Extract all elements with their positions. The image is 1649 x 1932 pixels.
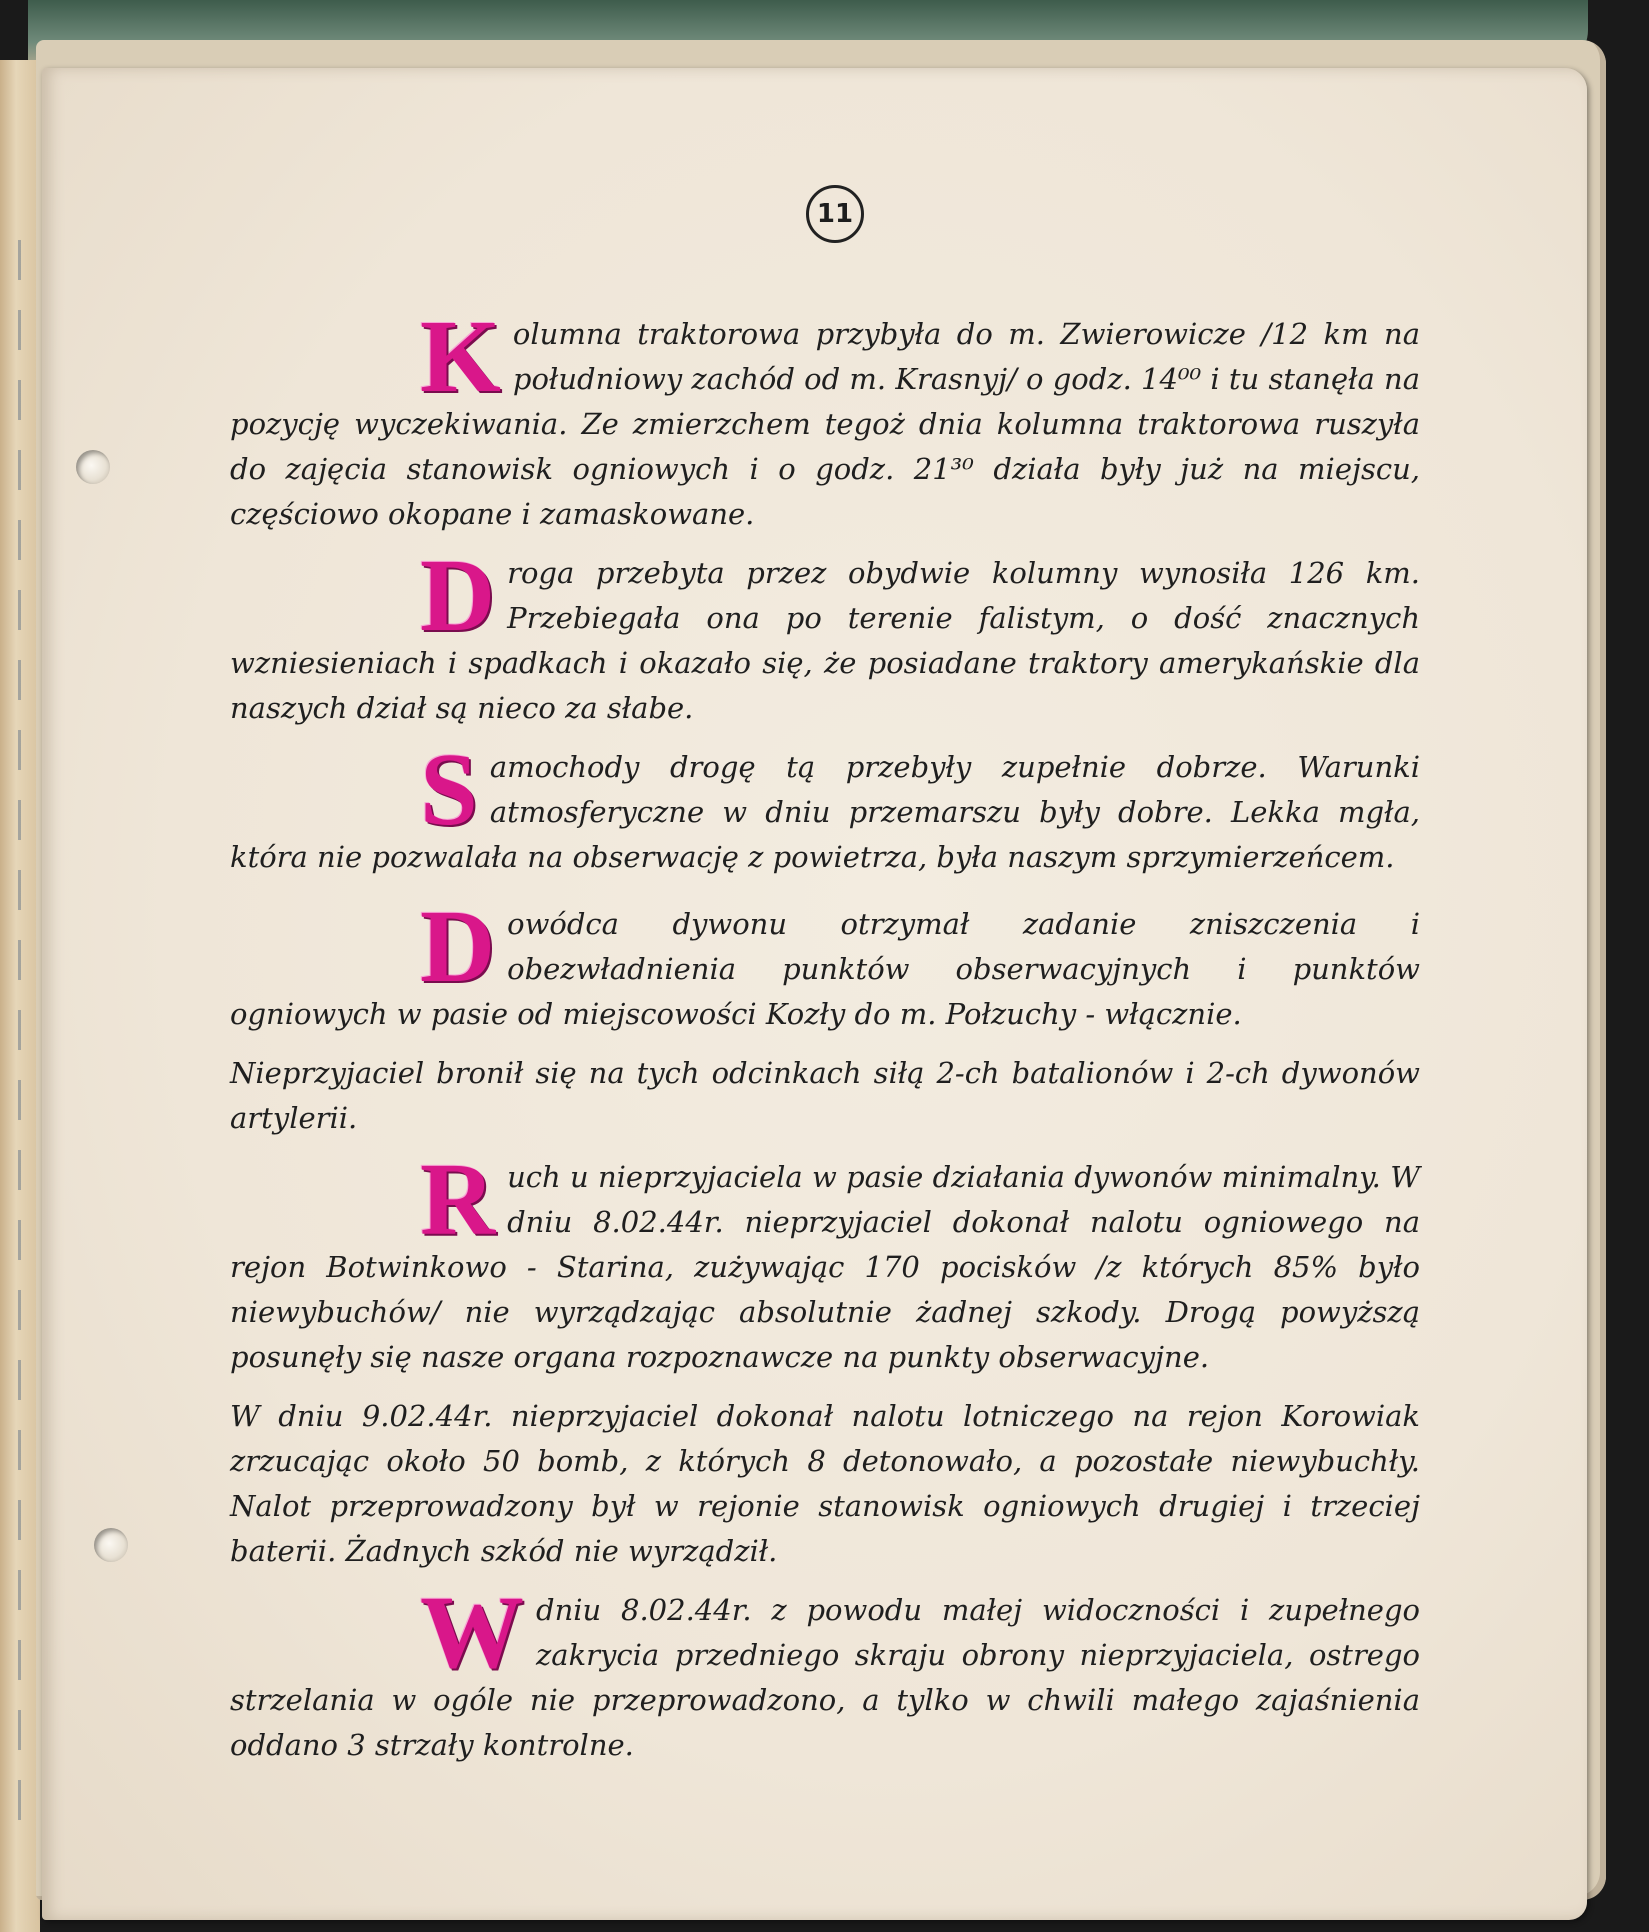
decorated-initial: W (420, 1575, 524, 1690)
paragraph (230, 732, 1420, 880)
decorated-initial: K (420, 299, 501, 414)
paragraph (230, 538, 1420, 731)
decorated-initial: D (420, 889, 496, 1004)
paragraph-text: uch u nieprzyjaciela w pasie działania dywonów minimalny. W dniu 8.02.44r. nieprzyjaciel dokonał nalotu ogniowego na rejon Botwinkowo - Starina, zużywając 170 pocisków /z których 85% było niewybuchów/ nie wyrządzając absolutnie żadnej szkody. Drogą powyższą posunęły się nasze organa rozpoznawcze na punkty obserwacyjne. (230, 1160, 1420, 1374)
binding-thread (18, 240, 21, 1840)
paragraph-text: owódca dywonu otrzymał zadanie zniszczenia i obezwładnienia punktów obserwacyjnych i punktów ogniowych w pasie od miejscowości Kozły do m. Połzuchy - włącznie. (230, 907, 1420, 1031)
decorated-initial: D (420, 538, 496, 653)
left-page-edge (0, 60, 40, 1932)
paragraph (230, 299, 1420, 537)
punch-hole-top (76, 450, 110, 484)
paragraph-text: dniu 8.02.44r. z powodu małej widoczności i zupełnego zakrycia przedniego skraju obrony nieprzyjaciela, ostrego strzelania w ogóle nie przeprowadzono, a tylko w chwili małego zajaśnienia oddano 3 strzały kontrolne. (230, 1593, 1420, 1762)
paragraph (230, 889, 1420, 1037)
paragraph (230, 1394, 1420, 1574)
decorated-initial: S (420, 732, 478, 847)
page-number: 11 (806, 185, 864, 243)
paragraph-text: W dniu 9.02.44r. nieprzyjaciel dokonał nalotu lotniczego na rejon Korowiak zrzucając około 50 bomb, z których 8 detonowało, a pozostałe niewybuchły. Nalot przeprowadzony był w rejonie stanowisk ogniowych drugiej i trzeciej baterii. Żadnych szkód nie wyrządził. (230, 1399, 1420, 1568)
paragraph (230, 1142, 1420, 1380)
paragraph-text: amochody drogę tą przebyły zupełnie dobrze. Warunki atmosferyczne w dniu przemarszu były dobre. Lekka mgła, która nie pozwalała na obserwację z powietrza, była naszym sprzymierzeńcem. (230, 750, 1420, 874)
paragraph (230, 1575, 1420, 1768)
paragraph-text: Nieprzyjaciel bronił się na tych odcinkach siłą 2-ch batalionów i 2-ch dywonów artylerii. (230, 1056, 1420, 1135)
handwritten-text (230, 299, 1420, 1782)
punch-hole-bottom (94, 1528, 128, 1562)
decorated-initial: R (420, 1142, 496, 1257)
paragraph (230, 1051, 1420, 1141)
paragraph-text: olumna traktorowa przybyła do m. Zwierowicze /12 km na południowy zachód od m. Krasnyj/ o godz. 14⁰⁰ i tu stanęła na pozycję wyczekiwania. Ze zmierzchem tegoż dnia kolumna traktorowa ruszyła do zajęcia stanowisk ogniowych i o godz. 21³⁰ działa były już na miejscu, częściowo okopane i zamaskowane. (230, 317, 1420, 531)
paragraph-text: roga przebyta przez obydwie kolumny wynosiła 126 km. Przebiegała ona po terenie falistym, o dość znacznych wzniesieniach i spadkach i okazało się, że posiadane traktory amerykańskie dla naszych dział są nieco za słabe. (230, 556, 1420, 725)
